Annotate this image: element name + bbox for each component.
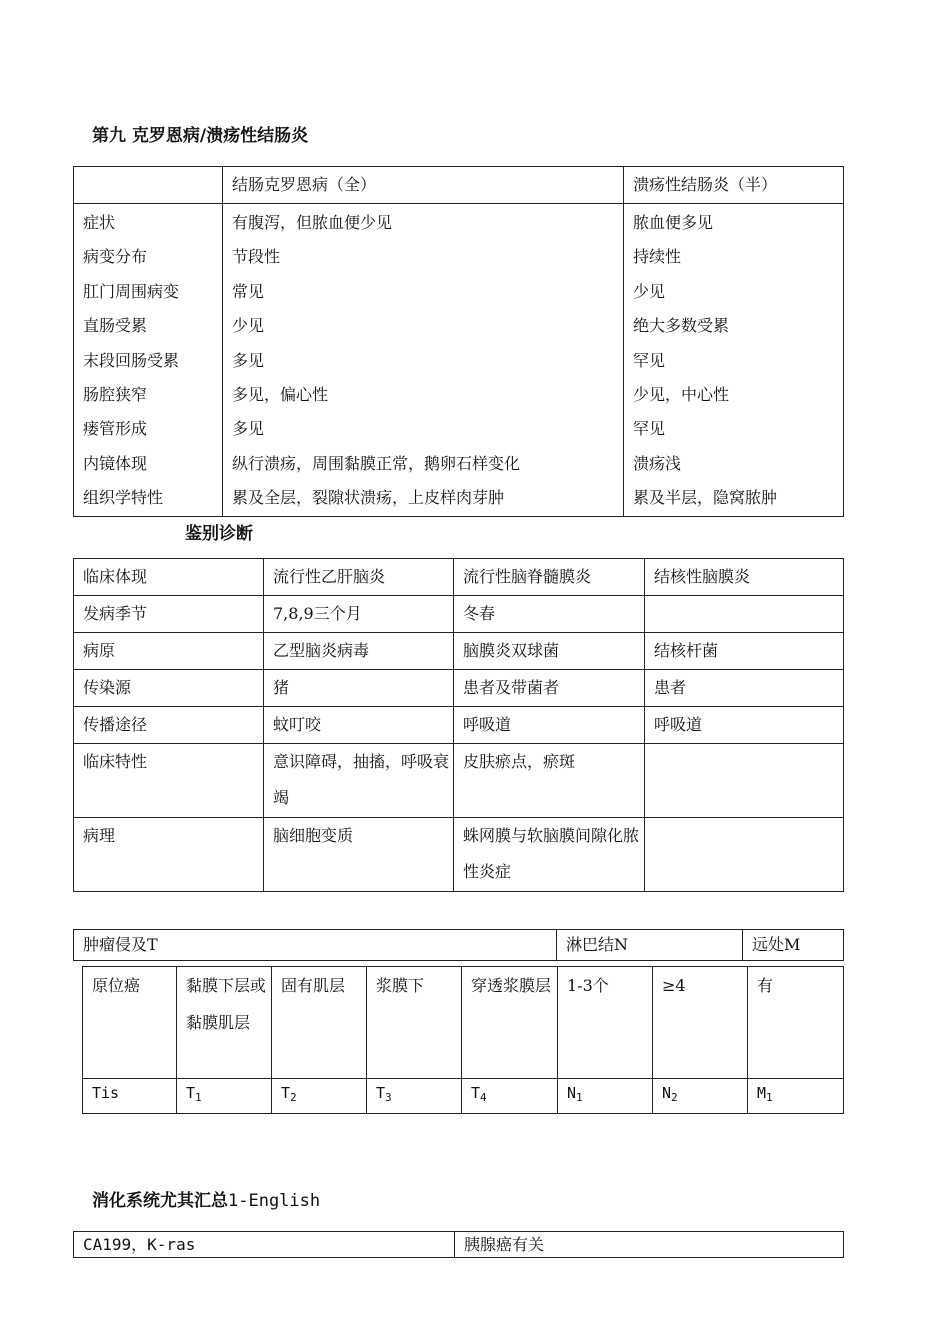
table-cell: 皮肤瘀点，瘀斑 (454, 744, 645, 818)
table-cell: 冬春 (454, 596, 645, 633)
digestive-summary-table (73, 1231, 844, 1258)
table-cell: 病原 (74, 633, 264, 670)
table-cell: 多见，偏心性 (223, 378, 624, 412)
table-row (74, 596, 844, 633)
stage-code-sub: 1 (576, 1091, 583, 1104)
table-cell: 累及全层，裂隙状溃疡，上皮样肉芽肿 (223, 481, 624, 516)
table-cell: 直肠受累 (74, 309, 223, 343)
table-cell (645, 744, 844, 818)
header-cell: 结核性脑膜炎 (645, 559, 844, 596)
table-cell: 穿透浆膜层 (462, 967, 558, 1079)
table-cell: 多见 (223, 412, 624, 446)
table-cell: 蚊叮咬 (264, 707, 454, 744)
stage-code: N (662, 1084, 672, 1102)
table-cell: 原位癌 (83, 967, 177, 1079)
table-cell: 传染源 (74, 670, 264, 707)
table-cell: 少见 (624, 275, 844, 309)
table-cell: 乙型脑炎病毒 (264, 633, 454, 670)
stage-code-sub: 2 (671, 1091, 678, 1104)
header-cell (74, 167, 223, 204)
section-title-plain: 1-English (228, 1191, 321, 1211)
table-row (74, 633, 844, 670)
table-row (74, 670, 844, 707)
table-cell: 末段回肠受累 (74, 344, 223, 378)
section-title-differential-diagnosis: 鉴别诊断 (185, 524, 253, 544)
stage-code: N (567, 1084, 577, 1102)
table-row (74, 309, 844, 343)
differential-diagnosis-table (73, 558, 844, 892)
table-row (74, 1232, 844, 1258)
table-cell: 患者及带菌者 (454, 670, 645, 707)
header-cell: 流行性脑脊髓膜炎 (454, 559, 645, 596)
table-cell: 脑膜炎双球菌 (454, 633, 645, 670)
header-cell: 流行性乙肝脑炎 (264, 559, 454, 596)
table-cell: 组织学特性 (74, 481, 223, 516)
header-cell: 结肠克罗恩病（全） (223, 167, 624, 204)
table-cell: 罕见 (624, 344, 844, 378)
stage-code: T (281, 1084, 291, 1102)
table-cell: 意识障碍，抽搐，呼吸衰竭 (264, 744, 454, 818)
table-cell (177, 1079, 272, 1114)
stage-code-sub: 1 (195, 1091, 202, 1104)
table-cell: 7,8,9三个月 (264, 596, 454, 633)
stage-code: T (376, 1084, 386, 1102)
table-row (74, 744, 844, 818)
crohn-uc-table (73, 166, 844, 517)
table-row (74, 707, 844, 744)
stage-code: T (471, 1084, 481, 1102)
table-row (74, 818, 844, 892)
table-row (74, 344, 844, 378)
table-cell: 猪 (264, 670, 454, 707)
table-cell: 有腹泻，但脓血便少见 (223, 204, 624, 241)
table-cell: ≥4 (653, 967, 748, 1079)
table-cell: 临床特性 (74, 744, 264, 818)
table-row (83, 1079, 844, 1114)
table-cell: 呼吸道 (645, 707, 844, 744)
table-row (74, 275, 844, 309)
table-cell: 节段性 (223, 240, 624, 274)
table-cell: CA199，K-ras (74, 1232, 455, 1258)
table-cell: 病理 (74, 818, 264, 892)
table-row (74, 240, 844, 274)
table-cell: 常见 (223, 275, 624, 309)
table-header-row (74, 167, 844, 204)
table-cell: 固有肌层 (272, 967, 367, 1079)
table-header-row (74, 559, 844, 596)
table-cell (645, 818, 844, 892)
table-cell: 浆膜下 (367, 967, 462, 1079)
table-cell (462, 1079, 558, 1114)
table-cell: 少见，中心性 (624, 378, 844, 412)
table-cell: 黏膜下层或黏膜肌层 (177, 967, 272, 1079)
stage-code: T (186, 1084, 196, 1102)
table-cell: 结核杆菌 (645, 633, 844, 670)
stage-code: M (757, 1084, 767, 1102)
header-cell-tumor: 肿瘤侵及T (74, 930, 557, 961)
header-cell: 临床体现 (74, 559, 264, 596)
stage-code-sub: 2 (290, 1091, 297, 1104)
table-cell (367, 1079, 462, 1114)
table-cell: 1-3个 (558, 967, 653, 1079)
table-cell: 累及半层，隐窝脓肿 (624, 481, 844, 516)
table-cell: 多见 (223, 344, 624, 378)
table-cell: 蛛网膜与软脑膜间隙化脓性炎症 (454, 818, 645, 892)
table-cell: 传播途径 (74, 707, 264, 744)
table-cell: 持续性 (624, 240, 844, 274)
table-cell: 脓血便多见 (624, 204, 844, 241)
section-title-crohn-uc: 第九 克罗恩病/溃疡性结肠炎 (92, 126, 309, 146)
table-cell: 患者 (645, 670, 844, 707)
table-cell (272, 1079, 367, 1114)
table-cell: 肠腔狭窄 (74, 378, 223, 412)
table-cell: 呼吸道 (454, 707, 645, 744)
table-cell (748, 1079, 844, 1114)
header-cell-lymph-node: 淋巴结N (557, 930, 743, 961)
table-cell: 肛门周围病变 (74, 275, 223, 309)
table-row (74, 481, 844, 516)
stage-code-sub: 4 (480, 1091, 487, 1104)
table-cell: 少见 (223, 309, 624, 343)
table-cell (645, 596, 844, 633)
table-cell: 瘘管形成 (74, 412, 223, 446)
table-cell: 症状 (74, 204, 223, 241)
table-row (74, 447, 844, 481)
table-cell (83, 1079, 177, 1114)
table-cell (558, 1079, 653, 1114)
table-row (74, 412, 844, 446)
header-cell: 溃疡性结肠炎（半） (624, 167, 844, 204)
tnm-stage-table (82, 966, 844, 1114)
table-cell: 胰腺癌有关 (455, 1232, 844, 1258)
tnm-group-header-table (73, 929, 844, 961)
table-header-row (74, 930, 844, 961)
table-cell: 病变分布 (74, 240, 223, 274)
stage-code: Tis (92, 1084, 120, 1102)
table-cell: 内镜体现 (74, 447, 223, 481)
table-cell: 有 (748, 967, 844, 1079)
table-cell: 脑细胞变质 (264, 818, 454, 892)
table-cell: 纵行溃疡，周围黏膜正常，鹅卵石样变化 (223, 447, 624, 481)
table-cell: 发病季节 (74, 596, 264, 633)
table-cell (653, 1079, 748, 1114)
section-title-digestive-summary (92, 1186, 320, 1211)
table-row (74, 378, 844, 412)
header-cell-metastasis: 远处M (743, 930, 844, 961)
table-cell: 溃疡浅 (624, 447, 844, 481)
stage-code-sub: 1 (766, 1091, 773, 1104)
table-cell: 罕见 (624, 412, 844, 446)
stage-code-sub: 3 (385, 1091, 392, 1104)
section-title-bold: 消化系统尤其汇总 (92, 1191, 228, 1211)
table-cell: 绝大多数受累 (624, 309, 844, 343)
table-row (74, 204, 844, 241)
table-row (83, 967, 844, 1079)
